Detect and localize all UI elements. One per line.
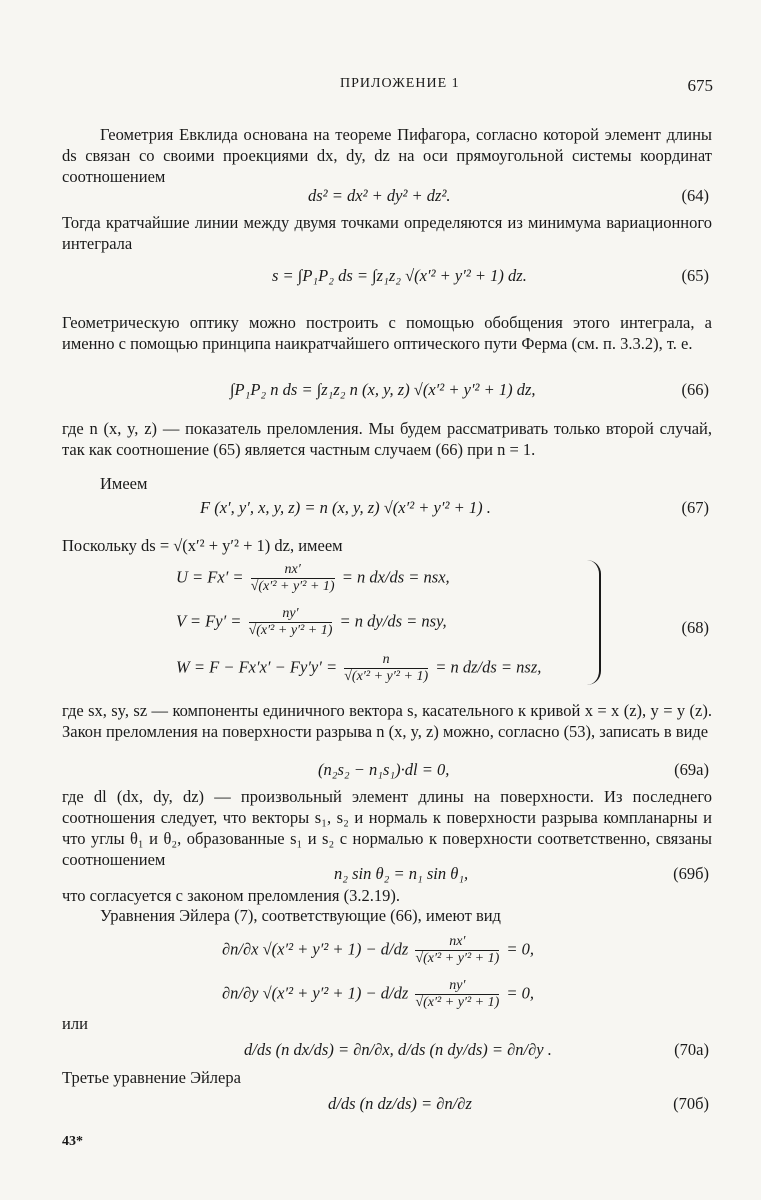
euler-2-rhs: = 0, [506,983,535,1003]
equation-65: s = ∫P₁P₂ ds = ∫z₁z₂ √(x′² + y′² + 1) dz. [272,266,527,285]
equation-66: ∫P₁P₂ n ds = ∫z₁z₂ n (x, y, z) √(x′² + y′² + 1) dz, [230,380,536,399]
euler-1-den: √(x′² + y′² + 1) [415,951,500,966]
euler-1-fraction [415,934,499,967]
equation-67-number: (67) [681,498,709,517]
eq68-l1-rhs: = n dx/ds = nsx, [341,567,450,587]
equation-68-line-3 [176,652,541,685]
equation-70a: d/ds (n dx/ds) = ∂n/∂x, d/ds (n dy/ds) = ∂n/∂y . [244,1040,552,1059]
equation-69b-number: (69б) [673,864,709,883]
equation-68-number: (68) [681,618,709,637]
euler-2-num: ny′ [415,978,499,995]
eq68-l1-lhs: U = Fx′ = [176,567,244,587]
euler-2-den: √(x′² + y′² + 1) [415,995,500,1010]
equation-69a: (n₂s₂ − n₁s₁)·dl = 0, [318,760,450,779]
signature-mark: 43* [62,1134,83,1149]
paragraph-5: Имеем [100,474,148,493]
eq68-l2-num: ny′ [249,606,333,623]
eq68-l2-lhs: V = Fy′ = [176,611,242,631]
eq68-l1-num: nx′ [251,562,335,579]
equation-65-number: (65) [681,266,709,285]
eq68-l3-den: √(x′² + y′² + 1) [344,669,429,684]
paragraph-6: Поскольку ds = √(x′² + y′² + 1) dz, имеем [62,536,343,555]
equation-70a-number: (70а) [674,1040,709,1059]
eq68-l3-fraction [344,652,428,685]
euler-1-rhs: = 0, [506,939,535,959]
paragraph-4: где n (x, y, z) — показатель преломления. Мы будем рассматривать только второй случай, так как соотношение (65) является частным случаем (66) при n = 1. [62,419,712,459]
equation-64-number: (64) [681,186,709,205]
eq68-l3-rhs: = n dz/ds = nsz, [435,657,542,677]
euler-equation-2 [222,978,534,1011]
equation-68-line-1 [176,562,450,595]
euler-2-lhs: ∂n/∂y √(x′² + y′² + 1) − d/dz [222,983,409,1003]
euler-1-lhs: ∂n/∂x √(x′² + y′² + 1) − d/dz [222,939,409,959]
paragraph-3: Геометрическую оптику можно построить с помощью обобщения этого интеграла, а именно с помощью принципа наикратчайшего оптического пути Ферма (см. п. 3.3.2), т. е. [62,313,712,353]
eq68-l3-num: n [344,652,428,669]
eq68-l2-den: √(x′² + y′² + 1) [248,623,333,638]
equation-70b: d/ds (n dz/ds) = ∂n/∂z [328,1094,472,1113]
euler-equation-1 [222,934,534,967]
running-title: ПРИЛОЖЕНИЕ 1 [340,76,460,91]
eq68-l2-rhs: = n dy/ds = nsy, [339,611,447,631]
euler-2-fraction [415,978,499,1011]
equation-67: F (x′, y′, x, y, z) = n (x, y, z) √(x′² + y′² + 1) . [200,498,491,517]
eq68-l2-fraction [249,606,333,639]
paragraph-12: Третье уравнение Эйлера [62,1068,241,1087]
eq68-l3-lhs: W = F − Fx′x′ − Fy′y′ = [176,657,338,677]
paragraph-2: Тогда кратчайшие линии между двумя точками определяются из минимума вариационного интеграла [62,213,712,253]
equation-69b: n₂ sin θ₂ = n₁ sin θ₁, [334,864,469,883]
equation-66-number: (66) [681,380,709,399]
equation-68-line-2 [176,606,447,639]
equation-68-brace [585,560,601,685]
eq68-l1-den: √(x′² + y′² + 1) [250,579,335,594]
paragraph-10: Уравнения Эйлера (7), соответствующие (66), имеют вид [100,906,501,925]
paragraph-11: или [62,1014,88,1033]
paragraph-9: что согласуется с законом преломления (3.2.19). [62,886,401,905]
paragraph-1: Геометрия Евклида основана на теореме Пифагора, согласно которой элемент длины ds связан со своими проекциями dx, dy, dz на оси прямоугольной системы координат соотношением [62,125,712,186]
euler-1-num: nx′ [415,934,499,951]
eq68-l1-fraction [251,562,335,595]
paragraph-8: где dl (dx, dy, dz) — произвольный элемент длины на поверхности. Из последнего соотношения следует, что векторы s₁, s₂ и нормаль к поверхности разрыва компланарны и что углы θ₁ и θ₂, образованные s₁ и s₂ с нормалью к поверхности соответственно, связаны соотношением [62,787,712,869]
equation-70b-number: (70б) [673,1094,709,1113]
paragraph-7: где sx, sy, sz — компоненты единичного вектора s, касательного к кривой x = x (z), y = y (z). Закон преломления на поверхности разрыва n (x, y, z) можно, согласно (53), записать в виде [62,701,712,741]
equation-69a-number: (69а) [674,760,709,779]
equation-64: ds² = dx² + dy² + dz². [308,186,451,205]
page-number: 675 [687,76,713,95]
